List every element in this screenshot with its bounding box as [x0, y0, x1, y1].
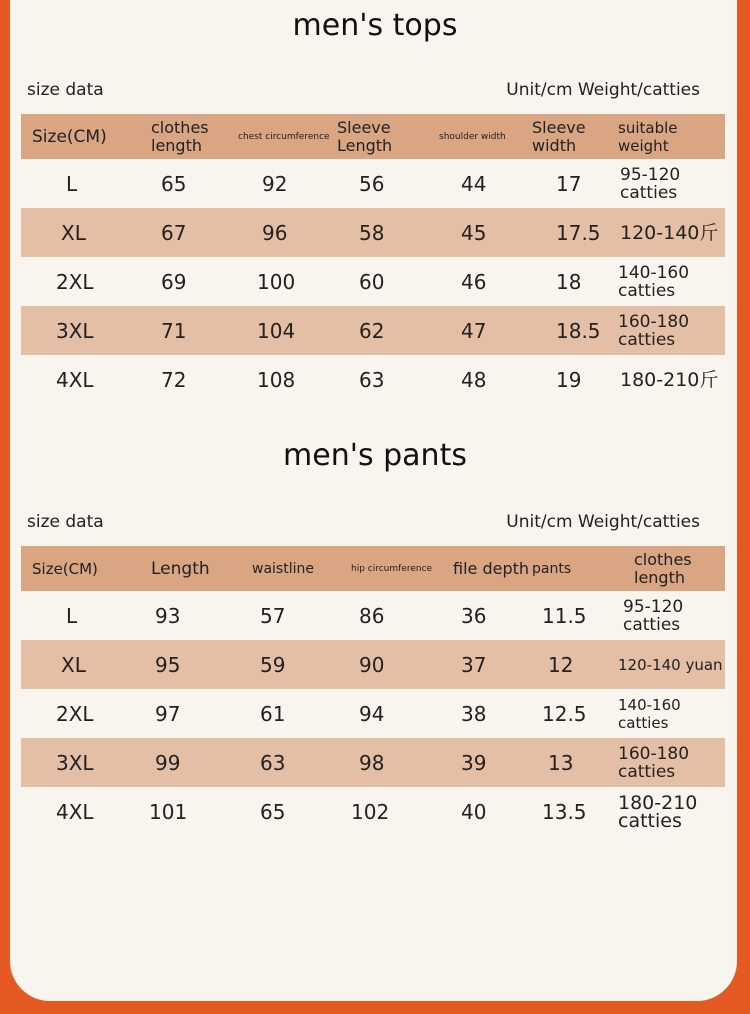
tops-cell: 46: [461, 269, 487, 294]
tops-cell-size: L: [66, 171, 78, 196]
pants-cell: 101: [149, 799, 188, 824]
pants-cell: 63: [260, 750, 286, 775]
tops-row: [21, 159, 725, 208]
tops-cell: 71: [161, 318, 187, 343]
pants-cell: 65: [260, 799, 286, 824]
tops-cell-size: 3XL: [56, 318, 94, 343]
tops-unit-label: Unit/cm Weight/catties: [506, 80, 700, 100]
tops-cell-weight: 140-160 catties: [618, 262, 690, 301]
tops-cell: 92: [262, 171, 288, 196]
tops-cell: 108: [257, 367, 296, 392]
pants-cell: 13.5: [542, 799, 587, 824]
pants-cell: 38: [461, 701, 487, 726]
pants-cell: 11.5: [542, 603, 587, 628]
tops-row: [21, 208, 725, 257]
pants-title: men's pants: [283, 438, 467, 473]
tops-row: [21, 306, 725, 355]
pants-cell-weight: 95-120 catties: [623, 596, 684, 635]
pants-cell: 39: [461, 750, 487, 775]
pants-cell: 37: [461, 652, 487, 677]
tops-cell: 47: [461, 318, 487, 343]
pants-cell-size: 2XL: [56, 701, 94, 726]
tops-header-weight: suitable weight: [618, 118, 678, 155]
tops-header-row: [21, 114, 725, 159]
tops-cell: 44: [461, 171, 487, 196]
tops-cell: 58: [359, 220, 385, 245]
pants-cell-size: 4XL: [56, 799, 94, 824]
tops-cell-weight: 160-180 catties: [618, 311, 690, 350]
tops-header-clothes-length: clothes length: [151, 117, 209, 155]
pants-header-row: [21, 546, 725, 591]
pants-cell: 36: [461, 603, 487, 628]
tops-cell: 60: [359, 269, 385, 294]
pants-header-hip: hip circumference: [351, 563, 433, 574]
tops-cell-size: 2XL: [56, 269, 94, 294]
tops-cell: 63: [359, 367, 385, 392]
tops-cell: 45: [461, 220, 487, 245]
pants-size-table: [21, 546, 725, 836]
pants-row: [21, 738, 725, 787]
pants-header-length: Length: [151, 558, 210, 579]
pants-cell: 98: [359, 750, 385, 775]
tops-header-sleeve-length: Sleeve Length: [337, 117, 393, 155]
tops-cell-size: XL: [61, 220, 86, 245]
tops-cell: 67: [161, 220, 187, 245]
pants-cell: 97: [155, 701, 181, 726]
tops-cell: 72: [161, 367, 187, 392]
pants-cell-size: XL: [61, 652, 86, 677]
tops-header-size: Size(CM): [32, 126, 107, 147]
pants-cell: 86: [359, 603, 385, 628]
tops-cell: 48: [461, 367, 487, 392]
pants-cell: 12: [548, 652, 574, 677]
pants-header-pants: pants: [532, 560, 572, 577]
tops-header-chest: chest circumference: [238, 131, 330, 142]
pants-cell: 57: [260, 603, 286, 628]
pants-cell-weight: 120-140 yuan: [618, 655, 723, 674]
pants-header-size: Size(CM): [32, 559, 98, 578]
tops-cell: 100: [257, 269, 296, 294]
tops-cell: 56: [359, 171, 385, 196]
tops-size-table: [21, 114, 725, 404]
pants-cell: 90: [359, 652, 385, 677]
pants-cell: 12.5: [542, 701, 587, 726]
pants-cell-size: 3XL: [56, 750, 94, 775]
tops-cell: 65: [161, 171, 187, 196]
tops-header-sleeve-width: Sleeve width: [532, 117, 586, 155]
pants-row: [21, 591, 725, 640]
pants-cell: 95: [155, 652, 181, 677]
pants-cell: 93: [155, 603, 181, 628]
tops-cell: 96: [262, 220, 288, 245]
tops-title: men's tops: [292, 8, 458, 43]
tops-cell: 62: [359, 318, 385, 343]
pants-cell: 59: [260, 652, 286, 677]
tops-cell-weight: 180-210斤: [620, 368, 719, 391]
tops-cell: 18.5: [556, 318, 601, 343]
pants-row: [21, 787, 725, 836]
tops-cell: 19: [556, 367, 582, 392]
tops-cell: 104: [257, 318, 296, 343]
tops-cell: 17: [556, 171, 582, 196]
tops-cell: 69: [161, 269, 187, 294]
pants-cell: 99: [155, 750, 181, 775]
pants-cell: 13: [548, 750, 574, 775]
tops-row: [21, 355, 725, 404]
tops-cell-size: 4XL: [56, 367, 94, 392]
pants-size-data-label: size data: [27, 512, 104, 532]
tops-row: [21, 257, 725, 306]
pants-cell: 94: [359, 701, 385, 726]
pants-header-clothes-length: clothes length: [634, 549, 692, 587]
pants-unit-label: Unit/cm Weight/catties: [506, 512, 700, 532]
pants-cell-size: L: [66, 603, 78, 628]
tops-cell: 18: [556, 269, 582, 294]
pants-cell: 61: [260, 701, 286, 726]
pants-cell-weight: 160-180 catties: [618, 743, 690, 782]
tops-header-shoulder: shoulder width: [439, 131, 506, 142]
pants-row: [21, 689, 725, 738]
pants-cell: 102: [351, 799, 390, 824]
pants-cell: 40: [461, 799, 487, 824]
tops-size-data-label: size data: [27, 80, 104, 100]
pants-cell-weight: 180-210 catties: [618, 791, 698, 832]
pants-cell-weight: 140-160 catties: [618, 695, 681, 732]
tops-cell-weight: 120-140斤: [620, 221, 719, 244]
pants-header-waistline: waistline: [252, 560, 314, 577]
pants-row: [21, 640, 725, 689]
tops-cell: 17.5: [556, 220, 601, 245]
tops-cell-weight: 95-120 catties: [620, 164, 681, 203]
pants-header-file-depth: file depth: [453, 558, 530, 578]
